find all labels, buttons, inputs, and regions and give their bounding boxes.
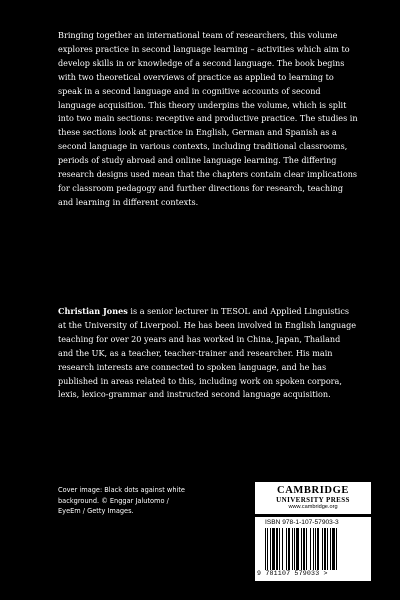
author-biography: [58, 305, 358, 402]
barcode-digits: 9 781107 579033 >: [257, 570, 328, 577]
book-description: Bringing together an international team of researchers, this volume explores practice in second language learning – activities which aim to develop skills in or knowledge of a second language. The book begins with two theoretical overviews of practice as applied to learning to speak in a second language and in cognitive accounts of second language acquisition. This theory underpins the volume, which is split into two main sections: receptive and productive practice. The studies in these sections look at practice in English, German and Spanish as a second language in various contexts, including traditional classrooms, periods of study abroad and online language learning. The differing research designs used mean that the chapters contain clear implications for classroom pedagogy and further directions for research, teaching and learning in different contexts.: [58, 30, 358, 207]
publisher-name: CAMBRIDGE: [277, 485, 349, 496]
publisher-logo: [255, 482, 371, 514]
cover-image-credit: Cover image: Black dots against white background. © Enggar Jalutomo / EyeEm / Getty Images.: [58, 486, 185, 516]
author-bio-text: is a senior lecturer in TESOL and Applied Linguistics at the University of Liverpool. He has been involved in English language teaching for over 20 years and has worked in China, Japan, Thailand and the UK, as a teacher, teacher-trainer and researcher. His main research interests are connected to spoken language, and he has published in areas related to this, including work on spoken corpora, lexis, lexico-grammar and instructed second language acquisition.: [58, 306, 357, 400]
isbn-label: ISBN 978-1-107-57903-3: [265, 519, 339, 526]
publisher-subtitle: UNIVERSITY PRESS: [276, 496, 350, 504]
barcode-icon: [265, 528, 363, 570]
barcode-panel: [255, 517, 371, 581]
author-name: Christian Jones: [58, 306, 128, 316]
publisher-url: www.cambridge.org: [288, 504, 338, 510]
